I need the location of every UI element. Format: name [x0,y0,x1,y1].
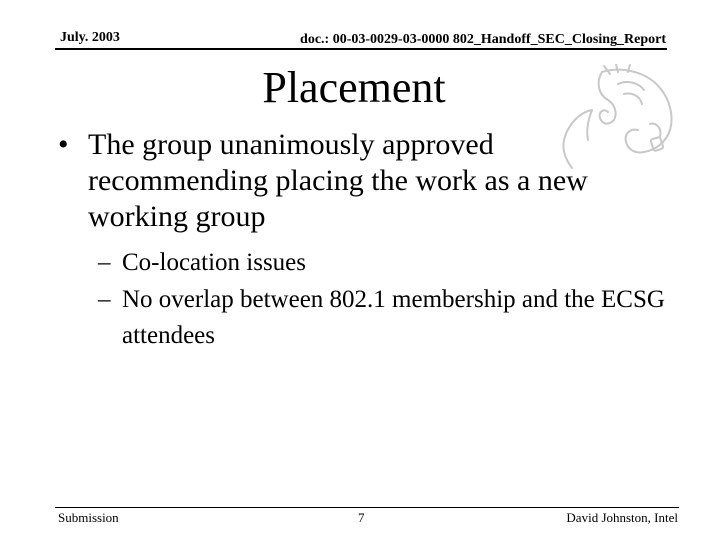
bullet-item [58,127,678,235]
sub-bullet-marker: – [98,286,111,313]
sub-bullet-list [58,245,678,354]
footer-rule [55,507,679,508]
sub-bullet-item [98,245,678,281]
footer-page-number: 7 [358,510,365,525]
bullet-list [58,127,678,355]
bullet-marker: • [58,128,69,161]
header-rule [55,48,667,50]
header-doc-reference: doc.: 00-03-0029-03-0000 802_Handoff_SEC_Closing_Report [300,32,666,47]
header-date: July. 2003 [60,30,120,45]
footer-submission: Submission [58,510,119,525]
bullet-text: The group unanimously approved recommending placing the work as a new working group [88,128,588,233]
sub-bullet-marker: – [98,249,111,276]
sub-bullet-item [98,282,678,354]
sub-bullet-text: Co-location issues [122,249,307,276]
footer-author: David Johnston, Intel [566,510,678,525]
slide-title: Placement [262,63,446,112]
sub-bullet-text: No overlap between 802.1 membership and the ECSG attendees [122,286,665,349]
